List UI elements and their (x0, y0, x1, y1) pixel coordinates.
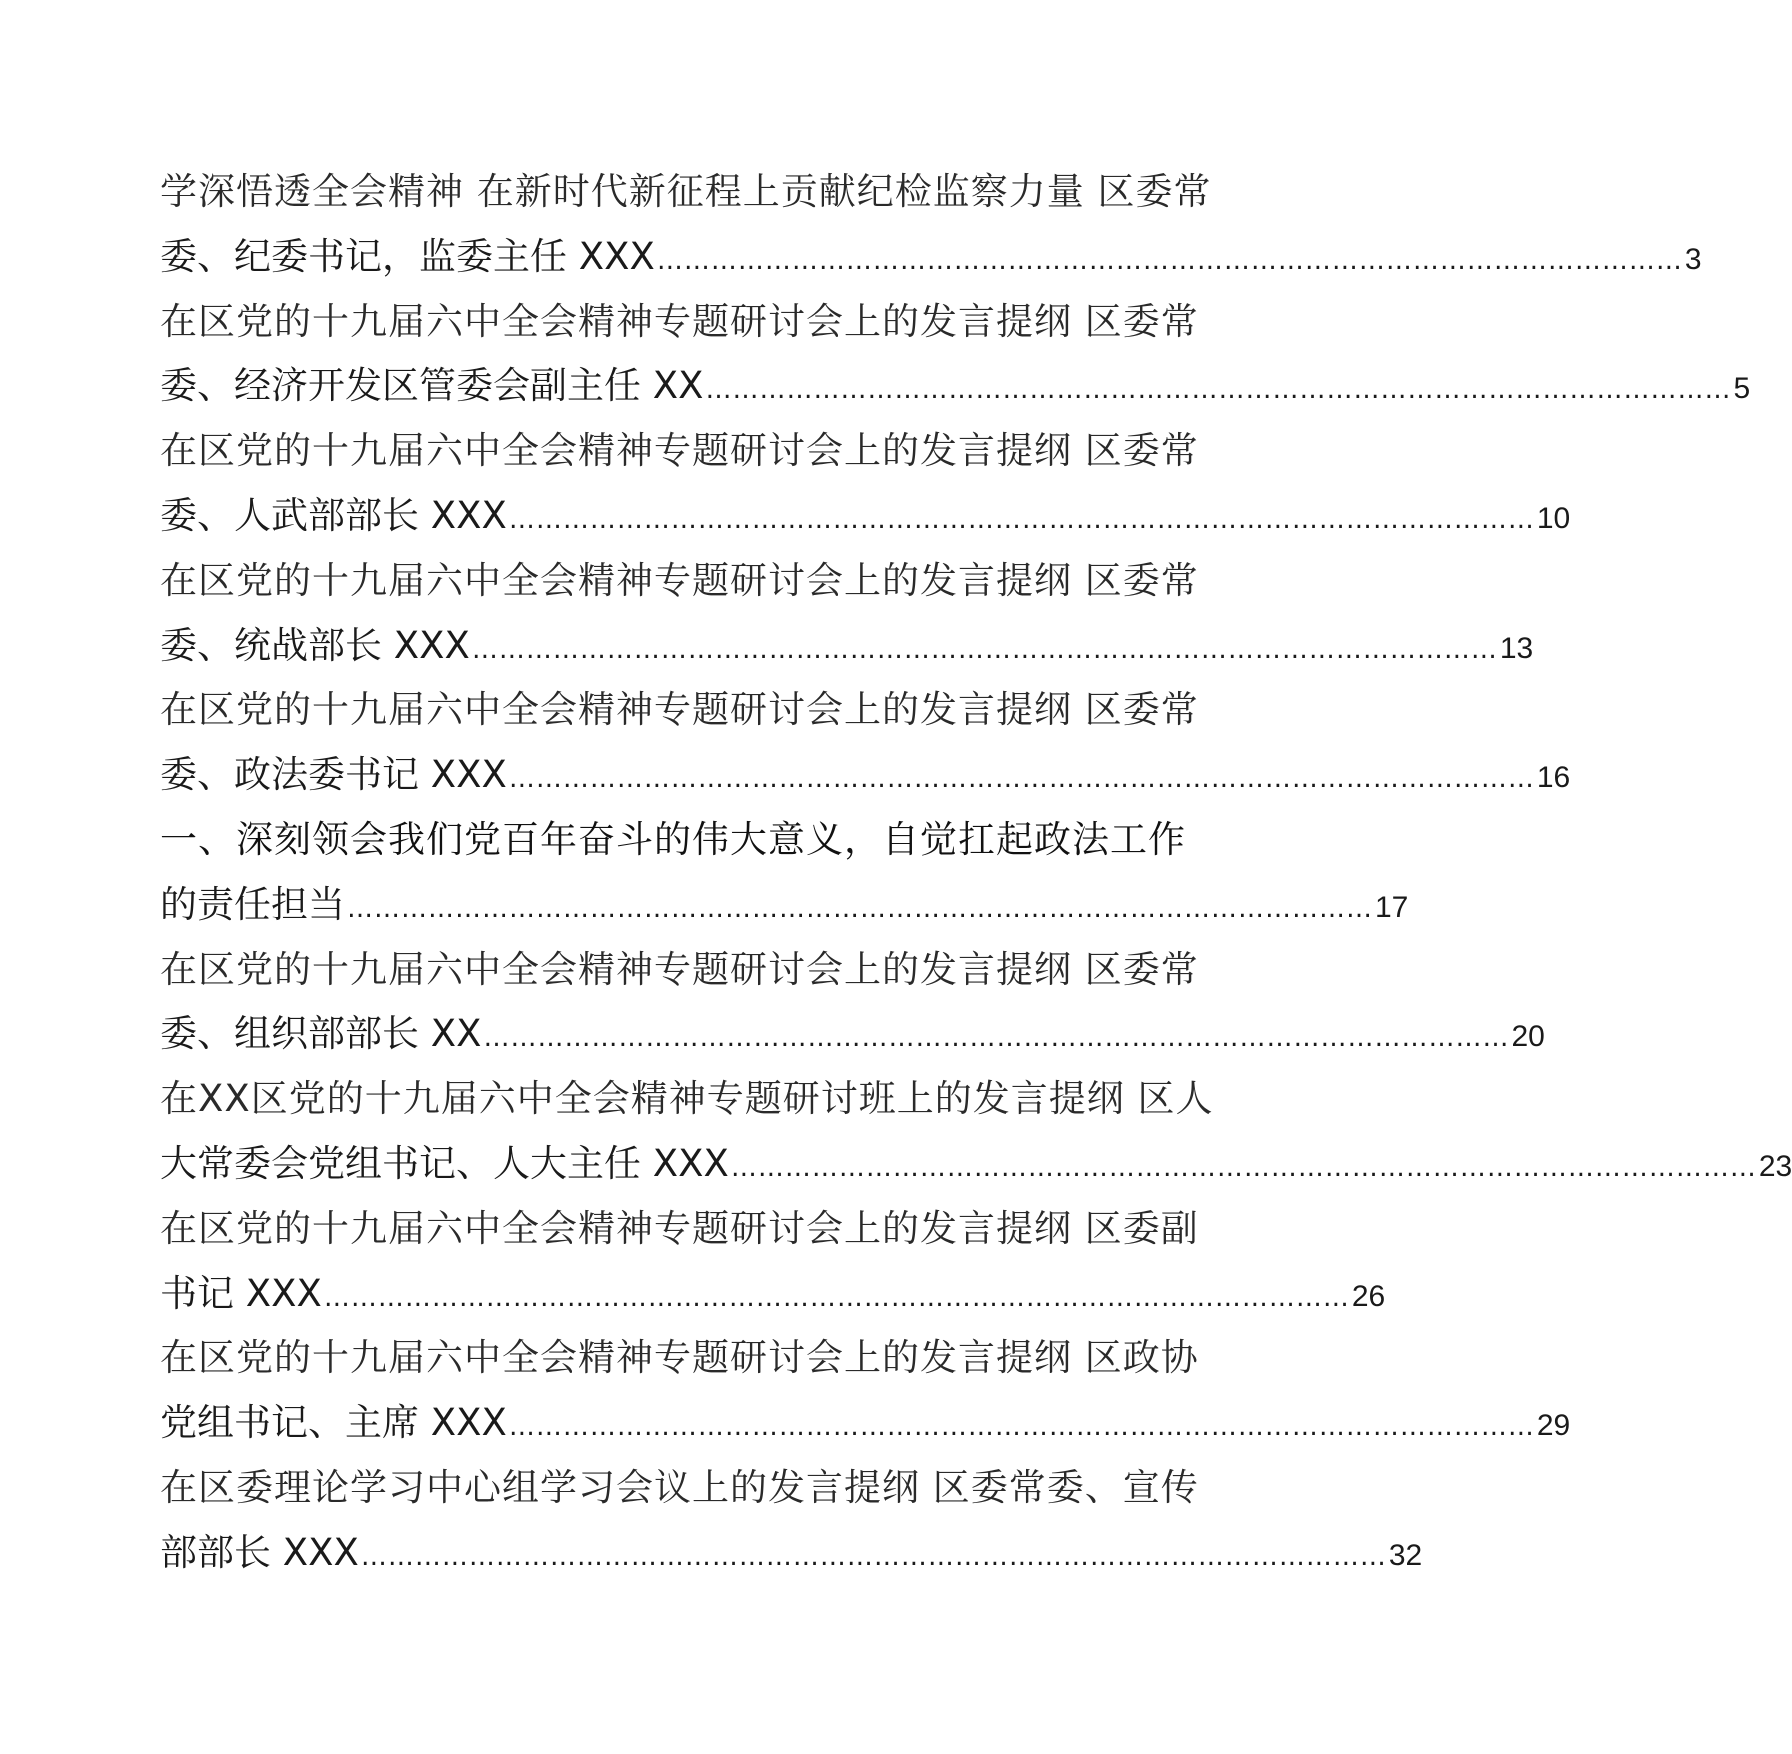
toc-entry-subtitle: 委、人武部部长 XXX (160, 493, 507, 537)
toc-entry-subtitle: 委、统战部长 XXX (160, 623, 470, 667)
toc-leader-dots: …………………………………………………………………………………………………… (483, 1023, 1510, 1054)
toc-page-number: 23 (1758, 1149, 1792, 1183)
toc-entry-title: 一、深刻领会我们党百年奋斗的伟大意义，自觉扛起政法工作 (160, 817, 1186, 861)
toc-leader-dots: …………………………………………………………………………………………………… (508, 764, 1535, 795)
toc-page-number: 29 (1536, 1409, 1571, 1443)
toc-entry-title: 在区党的十九届六中全会精神专题研讨会上的发言提纲 区委常 (160, 947, 1199, 991)
toc-entry[interactable] (160, 938, 1545, 1068)
toc-entry-subtitle: 委、组织部部长 XX (160, 1012, 482, 1056)
toc-page-number: 26 (1351, 1279, 1386, 1313)
toc-page-number: 13 (1499, 631, 1534, 665)
toc-entry-subtitle: 委、纪委书记，监委主任 XXX (160, 234, 655, 278)
toc-entry-title: 学深悟透全会精神 在新时代新征程上贡献纪检监察力量 区委常 (160, 170, 1212, 213)
toc-entry-subtitle: 委、经济开发区管委会副主任 XX (160, 364, 704, 408)
toc-page-number: 20 (1511, 1020, 1545, 1054)
toc-entry[interactable] (160, 1067, 1792, 1197)
toc-entry-title: 在区党的十九届六中全会精神专题研讨会上的发言提纲 区委常 (160, 688, 1199, 732)
toc-page-number: 3 (1684, 242, 1702, 276)
toc-page-number: 16 (1536, 761, 1571, 795)
toc-leader-dots: …………………………………………………………………………………………………… (656, 245, 1683, 276)
toc-entry-title: 在区党的十九届六中全会精神专题研讨会上的发言提纲 区委常 (160, 429, 1199, 473)
toc-leader-dots: …………………………………………………………………………………………………… (508, 1412, 1535, 1443)
toc-page-number: 32 (1388, 1538, 1423, 1572)
toc-page-number: 5 (1733, 372, 1751, 406)
toc-entry-subtitle: 部部长 XXX (160, 1530, 359, 1574)
toc-entry[interactable] (160, 549, 1534, 679)
toc-leader-dots: …………………………………………………………………………………………………… (323, 1282, 1350, 1313)
toc-leader-dots: …………………………………………………………………………………………………… (360, 1541, 1387, 1572)
toc-entry[interactable] (160, 419, 1571, 549)
toc-entry-subtitle: 委、政法委书记 XXX (160, 753, 507, 797)
toc-entry[interactable] (160, 1326, 1571, 1456)
toc-entry-heading[interactable] (160, 808, 1409, 938)
toc-leader-dots: …………………………………………………………………………………………………… (471, 634, 1498, 665)
toc-entry-title: 在区党的十九届六中全会精神专题研讨会上的发言提纲 区委副 (160, 1206, 1199, 1250)
toc-page-number: 17 (1375, 890, 1409, 924)
toc-leader-dots: …………………………………………………………………………………………………… (347, 893, 1373, 924)
toc-page-number: 10 (1536, 501, 1571, 535)
toc-entry-title: 在区党的十九届六中全会精神专题研讨会上的发言提纲 区政协 (160, 1336, 1199, 1380)
table-of-contents (160, 160, 1792, 1586)
toc-entry[interactable] (160, 290, 1751, 420)
toc-entry[interactable] (160, 678, 1571, 808)
toc-entry-title: 在区党的十九届六中全会精神专题研讨会上的发言提纲 区委常 (160, 558, 1199, 602)
toc-entry-subtitle: 的责任担当 (160, 882, 345, 926)
toc-entry-title: 在区党的十九届六中全会精神专题研讨会上的发言提纲 区委常 (160, 299, 1199, 343)
toc-entry-subtitle: 书记 XXX (160, 1271, 322, 1315)
toc-entry[interactable] (160, 1456, 1423, 1586)
toc-entry-title: 在XX区党的十九届六中全会精神专题研讨班上的发言提纲 区人 (160, 1077, 1214, 1121)
toc-entry-subtitle: 党组书记、主席 XXX (160, 1401, 507, 1445)
toc-leader-dots: …………………………………………………………………………………………………… (730, 1152, 1757, 1183)
toc-leader-dots: …………………………………………………………………………………………………… (705, 375, 1732, 406)
toc-entry[interactable] (160, 160, 1702, 290)
toc-leader-dots: …………………………………………………………………………………………………… (508, 504, 1535, 535)
toc-entry[interactable] (160, 1197, 1386, 1327)
toc-entry-subtitle: 大常委会党组书记、人大主任 XXX (160, 1141, 729, 1185)
toc-entry-title: 在区委理论学习中心组学习会议上的发言提纲 区委常委、宣传 (160, 1465, 1199, 1509)
